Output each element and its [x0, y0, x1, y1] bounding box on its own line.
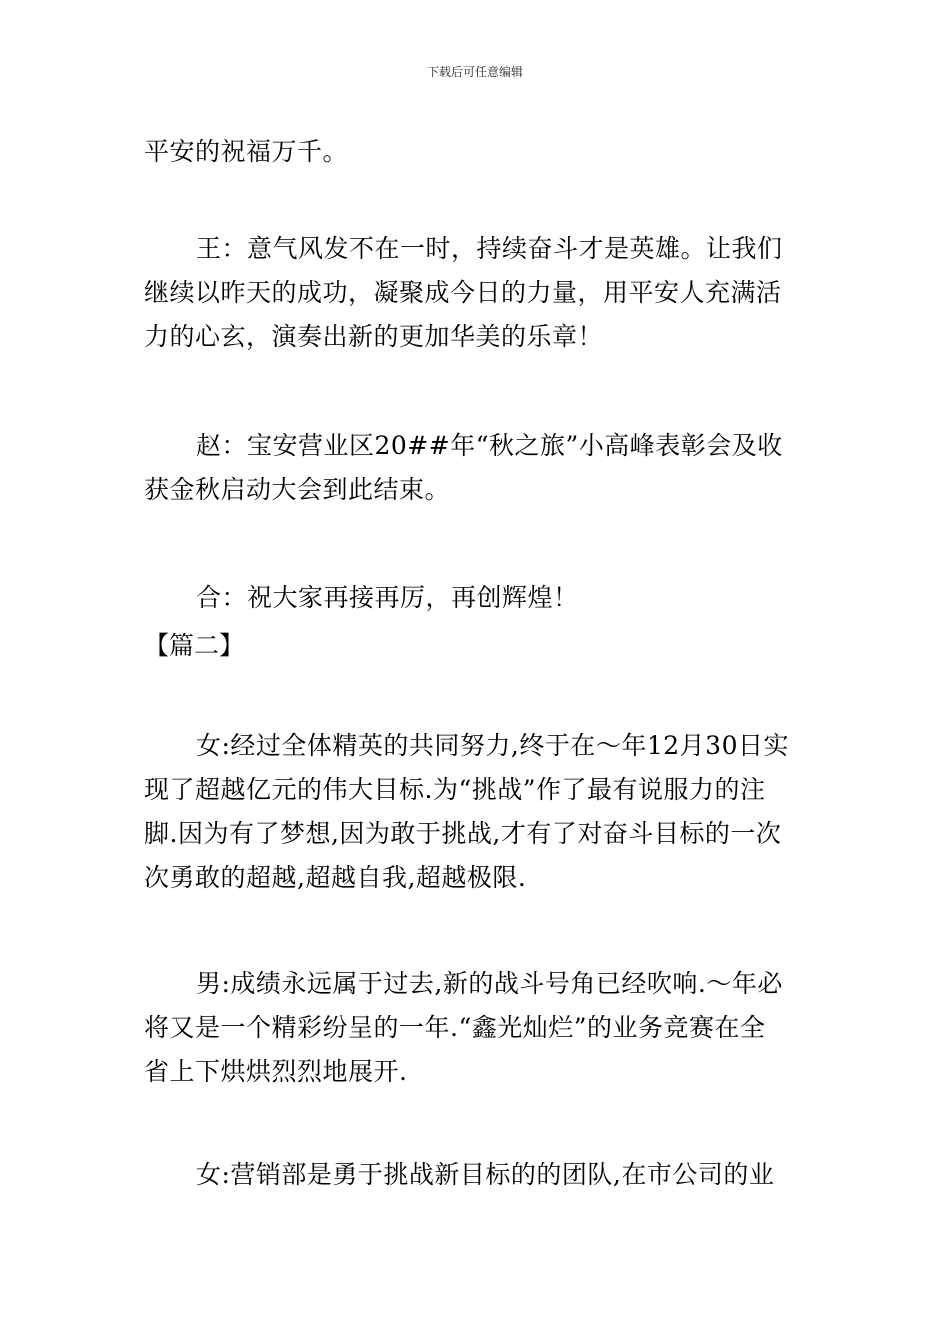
- text-line: 王：意气风发不在一时，持续奋斗才是英雄。让我们: [196, 234, 783, 263]
- text-line: 赵：宝安营业区20##年“秋之旅”小高峰表彰会及收: [196, 431, 783, 460]
- text-line: 省上下烘烘烈烈地展开.: [144, 1057, 408, 1086]
- paragraph-he: [144, 576, 812, 620]
- text-line: 男:成绩永远属于过去,新的战斗号角已经吹响.～年必: [196, 969, 783, 998]
- paragraph-continuation: [144, 130, 812, 174]
- text-line: 获金秋启动大会到此结束。: [144, 475, 451, 504]
- text-line: 力的心玄，演奏出新的更加华美的乐章！: [144, 322, 604, 351]
- section-heading: 【篇二】: [144, 631, 245, 660]
- text-line: 女:经过全体精英的共同努力,终于在～年12月30日实: [196, 731, 789, 760]
- text-line: 将又是一个精彩纷呈的一年.“鑫光灿烂”的业务竞赛在全: [144, 1013, 766, 1042]
- text-line: 现了超越亿元的伟大目标.为“挑战”作了最有说服力的注: [144, 775, 766, 804]
- text-line: 合：祝大家再接再厉，再创辉煌！: [196, 583, 579, 612]
- paragraph-female-2: [144, 1153, 812, 1197]
- page-header: 下载后可任意编辑: [426, 65, 523, 79]
- paragraph-female-1: [144, 724, 812, 900]
- text-line: 次勇敢的超越,超越自我,超越极限.: [144, 863, 527, 892]
- text-line: 平安的祝福万千。: [144, 137, 349, 166]
- paragraph-zhao: [144, 424, 812, 512]
- paragraph-wang: [144, 227, 812, 359]
- text-line: 脚.因为有了梦想,因为敢于挑战,才有了对奋斗目标的一次: [144, 819, 782, 848]
- paragraph-male: [144, 962, 812, 1094]
- text-line: 继续以昨天的成功，凝聚成今日的力量，用平安人充满活: [144, 278, 782, 307]
- text-line: 女:营销部是勇于挑战新目标的的团队,在市公司的业: [196, 1160, 775, 1189]
